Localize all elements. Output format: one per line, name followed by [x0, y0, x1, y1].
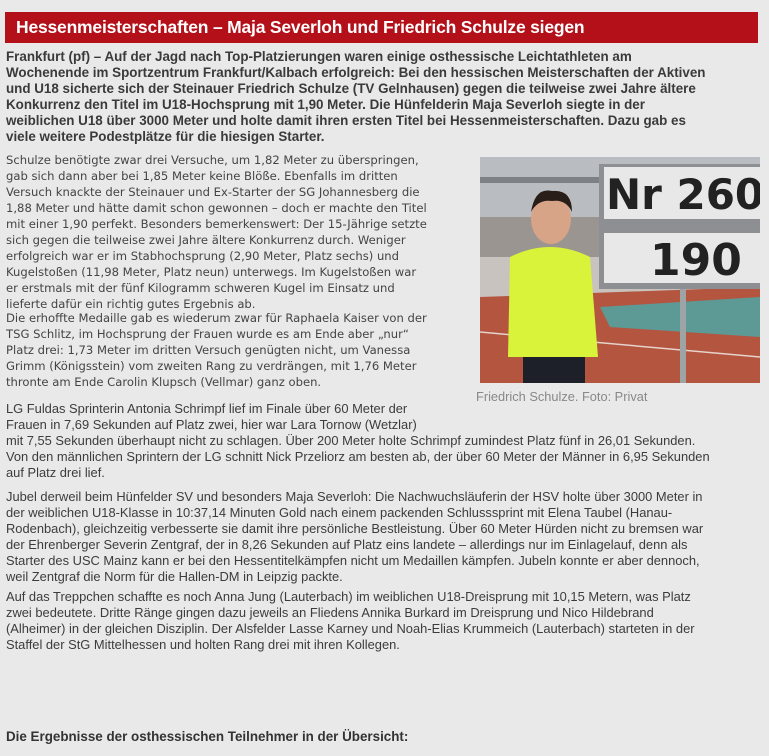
text-line: Auf das Treppchen schaffte es noch Anna Jung (Lauterbach) im weiblichen U18-Dreisprung mit 10,15 Metern, was Platz [6, 589, 691, 604]
text-line: Rodenbach), gleichzeitig verbesserte sie damit ihre persönliche Bestleistung. Über 60 Meter Hürden nicht zu bremsen war [6, 521, 704, 536]
text-line: sich gegen die teilweise zwei Jahre ältere Konkurrenz durch. Weniger [6, 233, 406, 247]
text-line: viele weitere Podestplätze für die hiesigen Starter. [6, 129, 325, 144]
paragraph-podium [6, 589, 695, 653]
photo-caption: Friedrich Schulze. Foto: Privat [476, 389, 648, 404]
paragraph-sprint [6, 401, 710, 481]
text-line: Starter des USC Mainz kann er bei den Hessentitelkämpfen nicht um Medaillen kämpfen. Jubeln konnte er aber dennoch, [6, 553, 700, 568]
paragraph-medal [6, 310, 427, 390]
text-line: Wochenende im Sportzentrum Frankfurt/Kalbach erfolgreich: Bei den hessischen Meisterschaften der Aktiven [6, 65, 706, 80]
text-line: der weiblichen U18-Klasse in 10:37,14 Minuten Gold nach einem packenden Schlusssprint mit Elena Taubel (Hanau- [6, 505, 673, 520]
text-line: Staffel der StG Mittelhessen und holten Rang drei mit ihren Kollegen. [6, 637, 400, 652]
article-photo [480, 157, 760, 383]
text-line: TSG Schlitz, im Hochsprung der Frauen wurde es am Ende aber „nur“ [6, 327, 409, 341]
text-line: zwei bedeutete. Dritte Ränge gingen dazu jeweils an Fliedens Annika Burkard im Dreisprung und Nico Hildebrand [6, 605, 654, 620]
paragraph-3000m [6, 489, 703, 585]
text-line: Frauen in 7,69 Sekunden auf Platz zwei, hier war Lara Tornow (Wetzlar) [6, 417, 417, 432]
text-line: Konkurrenz den Titel im U18-Hochsprung mit 1,90 Meter. Die Hünfelderin Maja Severloh siegte in der [6, 97, 645, 112]
text-line: Von den männlichen Sprintern der LG schnitt Nick Przeliorz am besten ab, der über 60 Meter der Männer in 6,95 Sekunden [6, 449, 710, 464]
text-line: lieferte dafür ein richtig gutes Ergebnis ab. [6, 297, 256, 311]
paragraph-high-jump [6, 152, 427, 312]
article-header [5, 12, 758, 43]
text-line: Kugelstoßen (11,98 Meter, Platz neun) unterwegs. Im Kugelstoßen war [6, 265, 417, 279]
text-line: thronte am Ende Carolin Klupsch (Vellmar) ganz oben. [6, 375, 322, 389]
text-line: Die erhoffte Medaille gab es wiederum zwar für Raphaela Kaiser von der [6, 311, 427, 325]
text-line: der Ehrenberger Severin Zentgraf, der in 8,26 Sekunden auf Platz eins landete – allerdings nur im Einlagelauf, denn als [6, 537, 688, 552]
article-title: Hessenmeisterschaften – Maja Severloh und Friedrich Schulze siegen [16, 17, 585, 37]
text-line: gab sich dann aber bei 1,85 Meter keine Blöße. Ebenfalls im dritten [6, 169, 398, 183]
text-line: erfolgreich war er im Stabhochsprung (2,90 Meter, Platz sechs) und [6, 249, 399, 263]
lead-paragraph [6, 49, 705, 145]
text-line: mit 7,55 Sekunden überhaupt nicht zu schlagen. Über 200 Meter holte Schrimpf zumindest Platz fünf in 26,01 Sekunden. [6, 433, 696, 448]
board-bottom-number: 190 [650, 235, 742, 286]
text-line: Schulze benötigte zwar drei Versuche, um 1,82 Meter zu überspringen, [6, 153, 419, 167]
board-top-number: Nr 260 [606, 170, 760, 219]
text-line: (Alheimer) in der gleichen Disziplin. Der Alsfelder Lasse Karney und Noah-Elias Krummeich (Lauterbach) starteten in der [6, 621, 695, 636]
text-line: LG Fuldas Sprinterin Antonia Schrimpf lief im Finale über 60 Meter der [6, 401, 408, 416]
text-line: Frankfurt (pf) – Auf der Jagd nach Top-Platzierungen waren einige osthessische Leichtathleten am [6, 49, 632, 64]
text-line: mit einer 1,90 perfekt. Besonders bemerkenswert: Der 15-Jährige setzte [6, 217, 427, 231]
text-line: Jubel derweil beim Hünfelder SV und besonders Maja Severloh: Die Nachwuchsläuferin der HSV holte über 3000 Meter in [6, 489, 703, 504]
text-line: Versuch knackte der Steinauer und Ex-Starter der SG Johannesberg die [6, 185, 420, 199]
text-line: auf Platz drei lief. [6, 465, 105, 480]
text-line: Platz drei: 1,73 Meter im dritten Versuch genügten nicht, um Vanessa [6, 343, 411, 357]
text-line: und U18 sicherte sich der Steinauer Friedrich Schulze (TV Gelnhausen) gegen die teilweise zwei Jahre ältere [6, 81, 696, 96]
text-line: weil Zentgraf die Norm für die Hallen-DM in Leipzig packte. [6, 569, 343, 584]
text-line: 1,88 Meter und hätte damit schon gewonnen – doch er machte den Titel [6, 201, 427, 215]
text-line: er erstmals mit der fünf Kilogramm schweren Kugel im Einsatz und [6, 281, 395, 295]
text-line: Grimm (Königsstein) vom zweiten Rang zu verdrängen, mit 1,76 Meter [6, 359, 417, 373]
text-line: weiblichen U18 über 3000 Meter und holte damit ihren ersten Titel bei Hessenmeisterschaften. Dazu gab es [6, 113, 686, 128]
results-heading: Die Ergebnisse der osthessischen Teilnehmer in der Übersicht: [6, 729, 409, 744]
